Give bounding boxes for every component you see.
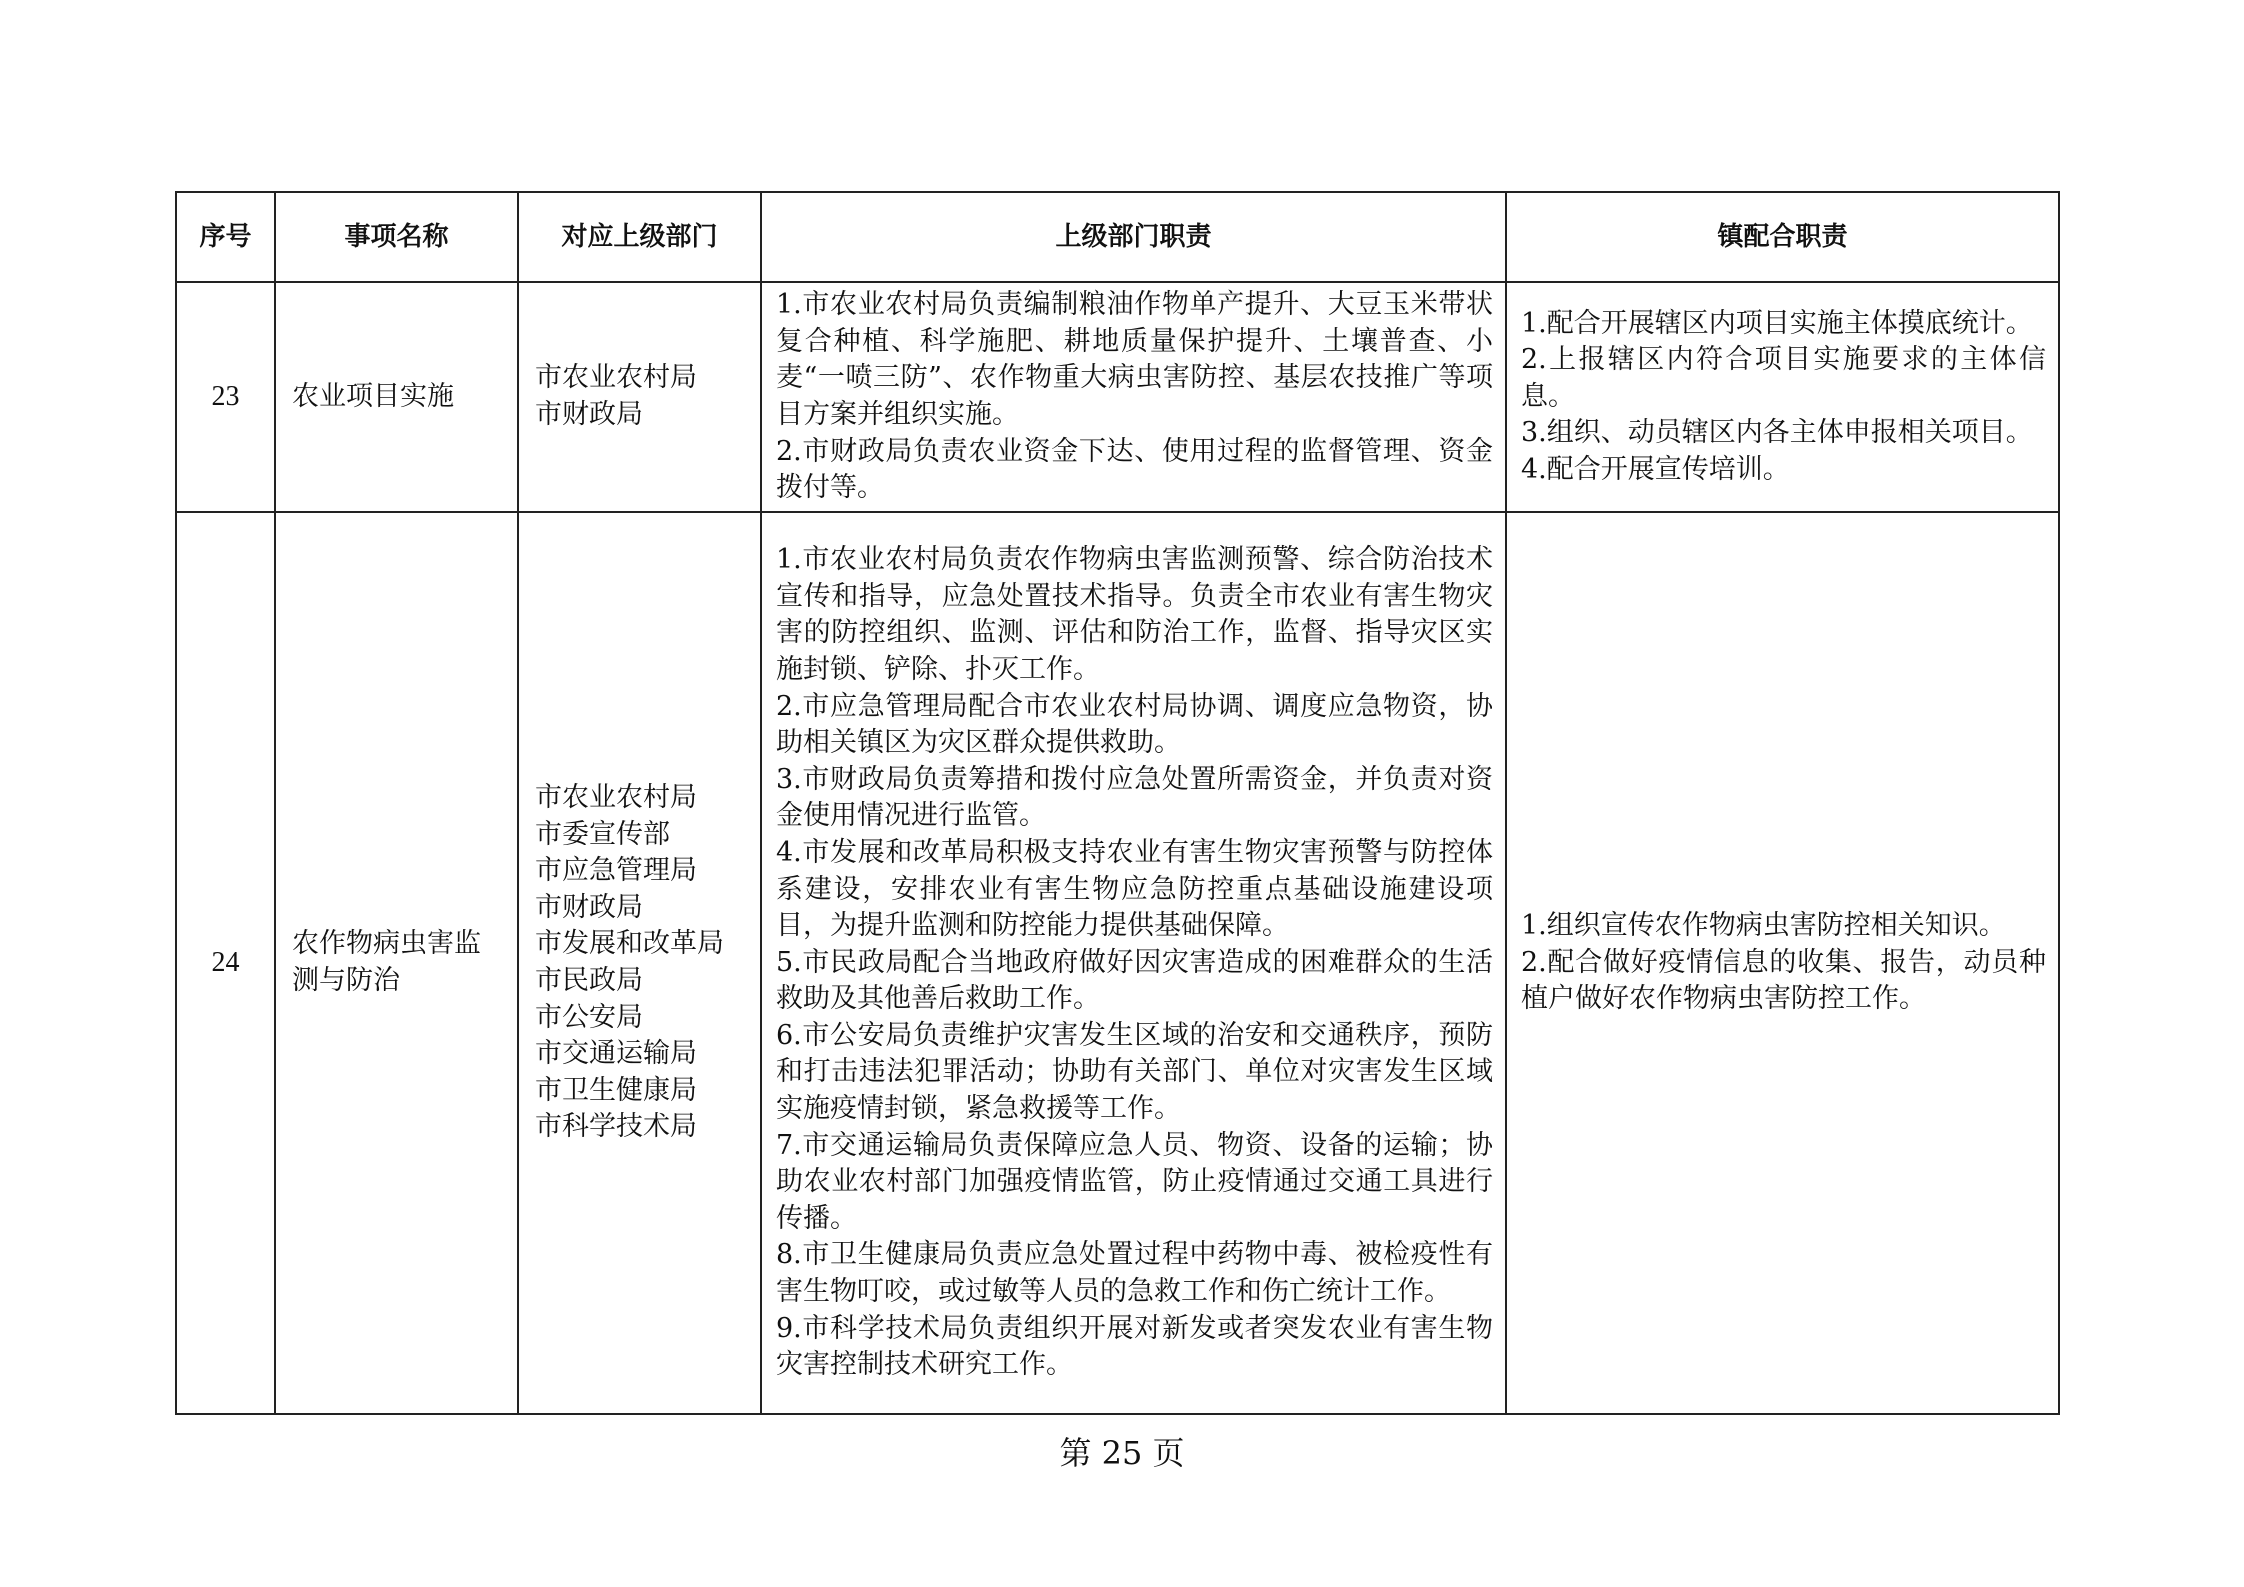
row-seq: 23 (176, 282, 275, 512)
town-duty-item: 4.配合开展宣传培训。 (1521, 453, 1790, 485)
town-duty-item: 1.配合开展辖区内项目实施主体摸底统计。 (1521, 307, 2033, 339)
dept-item: 市委宣传部 (535, 818, 670, 850)
duty-item: 8.市卫生健康局负责应急处置过程中药物中毒、被检疫性有害生物叮咬，或过敏等人员的急救工作和伤亡统计工作。 (776, 1239, 1493, 1308)
duty-item: 2.市财政局负责农业资金下达、使用过程的监督管理、资金拨付等。 (776, 435, 1493, 504)
row-seq: 24 (176, 512, 275, 1414)
header-upper-dept: 对应上级部门 (518, 192, 761, 282)
duty-item: 9.市科学技术局负责组织开展对新发或者突发农业有害生物灾害控制技术研究工作。 (776, 1312, 1493, 1381)
duty-item: 1.市农业农村局负责农作物病虫害监测预警、综合防治技术宣传和指导，应急处置技术指导。负责全市农业有害生物灾害的防控组织、监测、评估和防治工作，监督、指导灾区实施封锁、铲除、扑灭工作。 (776, 544, 1493, 685)
row-item-name: 农业项目实施 (275, 282, 518, 512)
page-number: 第 25 页 (1059, 1434, 1185, 1472)
duty-item: 5.市民政局配合当地政府做好因灾害造成的困难群众的生活救助及其他善后救助工作。 (776, 946, 1493, 1015)
row-dept-list (518, 512, 761, 1414)
duty-item: 1.市农业农村局负责编制粮油作物单产提升、大豆玉米带状复合种植、科学施肥、耕地质量保护提升、土壤普查、小麦“一喷三防”、农作物重大病虫害防控、基层农技推广等项目方案并组织实施。 (776, 289, 1493, 430)
town-duty-item: 2.配合做好疫情信息的收集、报告，动员种植户做好农作物病虫害防控工作。 (1521, 946, 2046, 1015)
header-seq: 序号 (176, 192, 275, 282)
dept-item: 市财政局 (535, 399, 643, 430)
row-town-duty (1506, 512, 2059, 1414)
table-header-row (176, 192, 2059, 282)
dept-item: 市农业农村局 (535, 362, 697, 394)
duty-item: 3.市财政局负责筹措和拨付应急处置所需资金，并负责对资金使用情况进行监管。 (776, 763, 1493, 832)
row-town-duty (1506, 282, 2059, 512)
responsibility-table (175, 191, 2060, 1415)
header-upper-duty: 上级部门职责 (761, 192, 1506, 282)
dept-item: 市农业农村局 (535, 782, 697, 814)
dept-item: 市卫生健康局 (535, 1074, 697, 1106)
dept-item: 市公安局 (535, 1001, 643, 1033)
dept-item: 市财政局 (535, 891, 643, 923)
duty-item: 6.市公安局负责维护灾害发生区域的治安和交通秩序，预防和打击违法犯罪活动；协助有关部门、单位对灾害发生区域实施疫情封锁，紧急救援等工作。 (776, 1019, 1493, 1125)
dept-item: 市交通运输局 (535, 1038, 697, 1070)
town-duty-item: 2.上报辖区内符合项目实施要求的主体信息。 (1521, 344, 2046, 412)
town-duty-item: 3.组织、动员辖区内各主体申报相关项目。 (1521, 417, 2033, 449)
header-town-duty: 镇配合职责 (1506, 192, 2059, 282)
responsibility-table-wrapper (175, 191, 2058, 1415)
duty-item: 4.市发展和改革局积极支持农业有害生物灾害预警与防控体系建设，安排农业有害生物应急防控重点基础设施建设项目，为提升监测和防控能力提供基础保障。 (776, 836, 1493, 942)
row-upper-duty (761, 282, 1506, 512)
table-row (176, 512, 2059, 1414)
duty-item: 7.市交通运输局负责保障应急人员、物资、设备的运输；协助农业农村部门加强疫情监管，防止疫情通过交通工具进行传播。 (776, 1129, 1493, 1234)
dept-item: 市发展和改革局 (535, 928, 724, 960)
row-dept-list (518, 282, 761, 512)
dept-item: 市科学技术局 (535, 1111, 697, 1143)
table-row (176, 282, 2059, 512)
dept-item: 市应急管理局 (535, 855, 697, 887)
dept-item: 市民政局 (535, 965, 643, 996)
header-item-name: 事项名称 (275, 192, 518, 282)
duty-item: 2.市应急管理局配合市农业农村局协调、调度应急物资，协助相关镇区为灾区群众提供救助。 (776, 690, 1493, 759)
row-upper-duty (761, 512, 1506, 1414)
row-item-name: 农作物病虫害监测与防治 (275, 512, 518, 1414)
town-duty-item: 1.组织宣传农作物病虫害防控相关知识。 (1521, 910, 2006, 942)
